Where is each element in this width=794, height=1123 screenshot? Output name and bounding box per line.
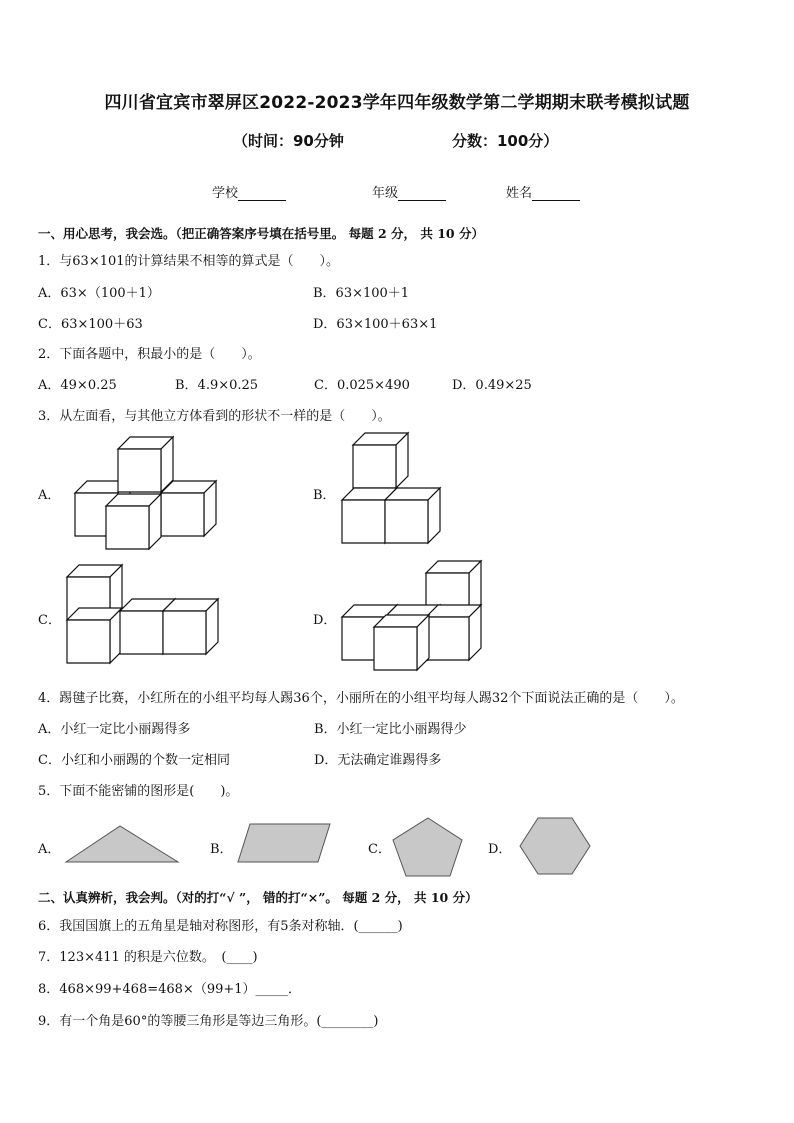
- q4-option-d: D．无法确定谁踢得多: [314, 753, 442, 768]
- section-2-heading: 二、认真辨析，我会判。（对的打“√ ”， 错的打“×”。 每题 2 分， 共 10 分）: [38, 890, 478, 905]
- q4-stem: 4．踢毽子比赛，小红所在的小组平均每人踢36个，小丽所在的小组平均每人踢32个下面说法正确的是（ ）。: [38, 691, 684, 706]
- q1-stem: 1．与63×101的计算结果不相等的算式是（ ）。: [38, 254, 340, 269]
- pentagon-shape: [393, 818, 462, 876]
- q5-option-d: D．: [488, 842, 512, 857]
- q3-option-a: A．: [38, 488, 61, 503]
- page-title: 四川省宜宾市翠屏区2022-2023学年四年级数学第二学期期末联考模拟试题: [104, 93, 690, 113]
- q1-option-b: B．63×100＋1: [313, 286, 410, 301]
- q8: 8．468×99+468=468×（99+1）_____．: [38, 982, 302, 997]
- q5-stem: 5．下面不能密铺的图形是( )。: [38, 784, 239, 799]
- exam-time: （时间：90分钟: [233, 132, 344, 150]
- q6: 6．我国国旗上的五角星是轴对称图形，有5条对称轴．(______): [38, 919, 403, 934]
- q1-option-a: A．63×（100＋1）: [38, 286, 160, 301]
- q2-option-b: B．4.9×0.25: [175, 378, 259, 393]
- grade-label: 年级: [372, 186, 399, 201]
- triangle-shape: [66, 826, 178, 862]
- q4-option-c: C．小红和小丽踢的个数一定相同: [38, 753, 230, 768]
- q3-option-d: D．: [313, 613, 337, 628]
- q2-option-a: A．49×0.25: [38, 378, 117, 393]
- q5-option-c: C．: [368, 842, 391, 857]
- q1-option-d: D．63×100＋63×1: [313, 317, 438, 332]
- q5-option-b: B．: [210, 842, 233, 857]
- q2-stem: 2．下面各题中，积最小的是（ ）。: [38, 347, 261, 362]
- q4-option-a: A．小红一定比小丽踢得多: [38, 722, 191, 737]
- q9: 9．有一个角是60°的等腰三角形是等边三角形。(________): [38, 1014, 379, 1029]
- section-1-heading: 一、用心思考，我会选。（把正确答案序号填在括号里。 每题 2 分， 共 10 分）: [38, 226, 484, 241]
- hexagon-shape: [520, 818, 590, 874]
- q7: 7．123×411 的积是六位数。 (____): [38, 950, 258, 965]
- q2-option-d: D．0.49×25: [452, 378, 532, 393]
- q1-option-c: C．63×100＋63: [38, 317, 143, 332]
- school-label: 学校: [212, 186, 239, 201]
- exam-score: 分数：100分）: [452, 132, 559, 150]
- q3-option-c: C．: [38, 613, 61, 628]
- q5-option-a: A．: [38, 842, 61, 857]
- q3-option-b: B．: [313, 488, 336, 503]
- parallelogram-shape: [238, 824, 330, 862]
- q3-stem: 3．从左面看，与其他立方体看到的形状不一样的是（ ）。: [38, 409, 391, 424]
- q4-option-b: B．小红一定比小丽踢得少: [314, 722, 467, 737]
- name-label: 姓名: [506, 186, 533, 201]
- q2-option-c: C．0.025×490: [314, 378, 410, 393]
